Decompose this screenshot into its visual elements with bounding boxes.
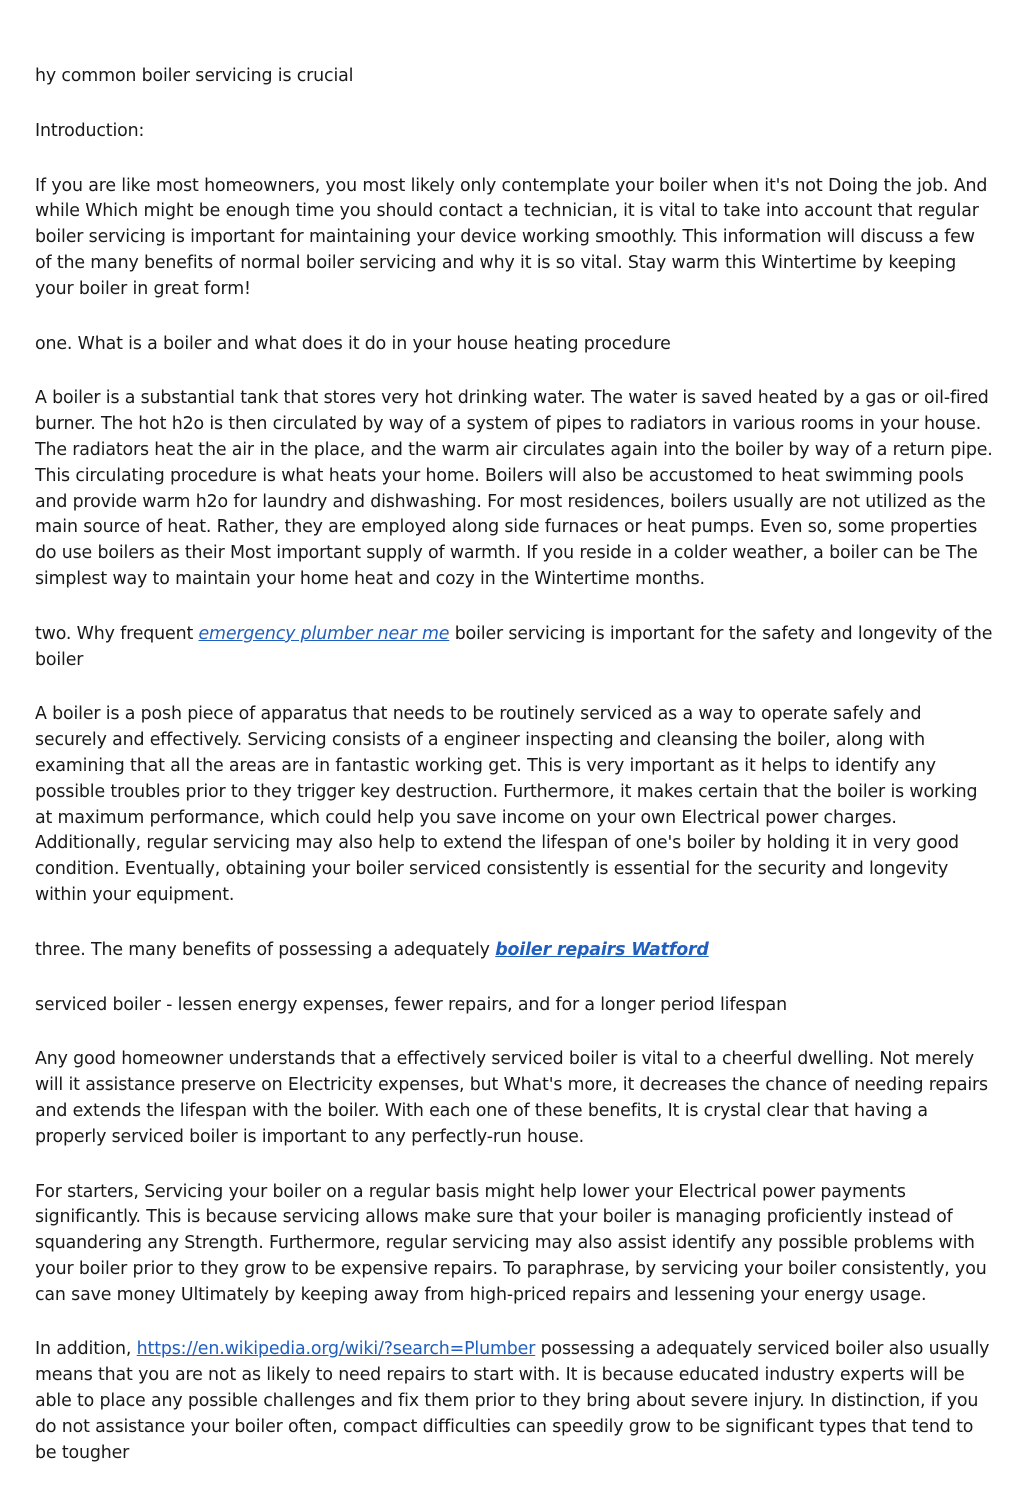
section3-paragraph2: For starters, Servicing your boiler on a regular basis might help lower your Electrical power payments significantly. This is because servicing allows make sure that your boiler is managing proficiently instead of squandering any Strength. Furthermore, regular servicing may also assist identify any possible problems with your boiler prior to they grow to be expensive repairs. To paraphrase, by servicing your boiler consistently, you can save money Ultimately by keeping away from high-priced repairs and lessening your energy usage. xyxy=(35,1181,987,1305)
section3-paragraph3-after: possessing a adequately serviced boiler also usually means that you are not as likely to need repairs to start with. It is because educated industry experts will be able to place any possible challenges and fix them prior to they bring about severe injury. In distinction, if you do not assistance your boiler often, compact difficulties can speedily grow to be significant types that tend to be tougher xyxy=(35,1339,990,1463)
boiler-repairs-watford-link[interactable]: boiler repairs Watford xyxy=(495,939,709,960)
section3-paragraph3-before: In addition, xyxy=(35,1339,137,1360)
section2-paragraph: A boiler is a posh piece of apparatus that needs to be routinely serviced as a way to operate safely and securely and effectively. Servicing consists of a engineer inspecting and cleansing the boiler, along with examining that all the areas are in fantastic working get. This is very important as it helps to identify any possible troubles prior to they trigger key destruction. Furthermore, it makes certain that the boiler is working at maximum performance, which could help you save income on your own Electrical power charges. Additionally, regular servicing may also help to extend the lifespan of one's boiler by holding it in very good condition. Eventually, obtaining your boiler serviced consistently is essential for the security and longevity within your equipment. xyxy=(35,704,978,905)
section3-paragraph1: Any good homeowner understands that a effectively serviced boiler is vital to a cheerful dwelling. Not merely will it assistance preserve on Electricity expenses, but What's more, it decreases the chance of needing repairs and extends the lifespan with the boiler. With each one of these benefits, It is crystal clear that having a properly serviced boiler is important to any perfectly-run house. xyxy=(35,1049,988,1147)
article-body xyxy=(35,64,995,1495)
section2-heading-before: two. Why frequent xyxy=(35,623,199,644)
section2-heading-after: boiler servicing is important for the safety and longevity of the boiler xyxy=(35,623,993,670)
section1-paragraph: A boiler is a substantial tank that stores very hot drinking water. The water is saved heated by a gas or oil-fired burner. The hot h2o is then circulated by way of a system of pipes to radiators in various rooms in your house. The radiators heat the air in the place, and the warm air circulates again into the boiler by way of a return pipe. This circulating procedure is what heats your home. Boilers will also be accustomed to heat swimming pools and provide warm h2o for laundry and dishwashing. For most residences, boilers usually are not utilized as the main source of heat. Rather, they are employed along side furnaces or heat pumps. Even so, some properties do use boilers as their Most important supply of warmth. If you reside in a colder weather, a boiler can be The simplest way to maintain your home heat and cozy in the Wintertime months. xyxy=(35,388,993,589)
title-line: hy common boiler servicing is crucial xyxy=(35,66,354,86)
emergency-plumber-link[interactable]: emergency plumber near me xyxy=(198,623,450,644)
intro-paragraph: If you are like most homeowners, you most likely only contemplate your boiler when it's not Doing the job. And while Which might be enough time you should contact a technician, it is vital to take into account that regular boiler servicing is important for maintaining your device working smoothly. This information will discuss a few of the many benefits of normal boiler servicing and why it is so vital. Stay warm this Wintertime by keeping your boiler in great form! xyxy=(35,175,988,299)
section3-heading xyxy=(35,938,995,964)
section1-heading: one. What is a boiler and what does it do in your house heating procedure xyxy=(35,333,671,354)
wikipedia-plumber-link[interactable]: https://en.wikipedia.org/wiki/?search=Plumber xyxy=(136,1339,536,1360)
intro-heading: Introduction: xyxy=(35,120,145,141)
section3-paragraph3 xyxy=(35,1337,995,1466)
section3-subheading: serviced boiler - lessen energy expenses, fewer repairs, and for a longer period lifespan xyxy=(35,994,788,1015)
section3-heading-before: three. The many benefits of possessing a adequately xyxy=(35,939,496,960)
section2-heading xyxy=(35,622,995,674)
